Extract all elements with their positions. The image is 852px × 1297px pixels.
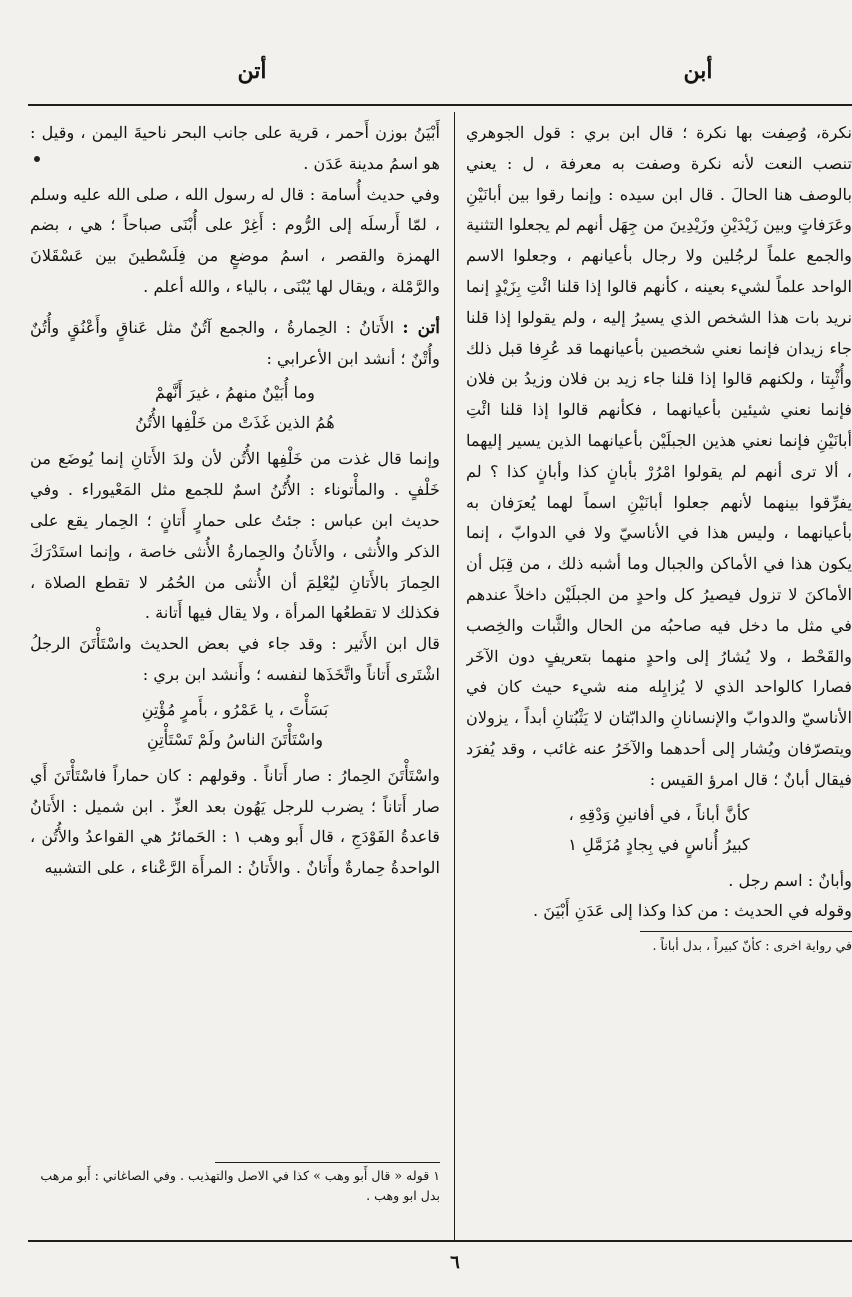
column-divider — [454, 112, 455, 1240]
right-column — [466, 118, 852, 1238]
left-verse-2 — [30, 695, 440, 755]
entry-headword: أتن : — [402, 317, 440, 338]
entry-text: الأَتانُ : الحِمارةُ ، والجمع آتُنٌ مثل عَناقٍ وأَعْنُقٍ وأُتُنٌ وأُتْنٌ ؛ أنشد ابن الأعرابي : — [30, 317, 440, 368]
right-paragraph: وقوله في الحديث : من كذا وكذا إلى عَدَنِ أَبْيَنَ . — [533, 901, 852, 921]
left-footnote: ١ قوله « قال أَبو وهب » كذا في الاصل والتهذيب . وفي الصاغاني : أَبو مرهب بدل ابو وهب . — [40, 1168, 440, 1203]
entry-paragraph — [30, 313, 440, 375]
verse-line: وما أُبَيْنٌ منهمُ ، غيرَ أَنَّهمْ — [155, 383, 315, 403]
left-paragraph: وفي حديث أُسامة : قال له رسول الله ، صلى الله عليه وسلم ، لمّا أَرسلَه إلى الرُّوم : أَغِرْ على أُبْنَى صباحاً ؛ هي ، بضم الهمزة والقصر ، اسمُ موضعٍ من فِلَسْطينَ بين عَسْقَلانَ والرَّمْلة ، ويقال لها يُبْنَى ، بالياء ، والله أعلم . — [30, 184, 440, 296]
header-left-word: أتن — [237, 58, 267, 84]
left-verse-1 — [30, 378, 440, 438]
left-paragraph: وإنما قال غذت من خَلْفِها الأُتُن لأن ولدَ الأَتانِ إنما يُوضَع من خَلْفٍ . والمأْتوناء : الأُتُنُ اسمٌ للجمع مثل المَعْيوراء . وفي حديث ابن عباس : جئتُ على حمارٍ أَتانٍ ؛ الحِمار يقع على الذكر والأُنثى ، والأَتانُ والحِمارةُ الأُنثى خاصة ، وإنما استَدْرَكَ الحِمارَ بالأَتانِ ليُعْلِمَ أن الأُنثى من الحُمُر لا تقطع الصلاة ، فكذلك لا تقطعُها المرأة ، ولا يقال فيها أَتانة . — [30, 449, 440, 623]
left-paragraph: واسْتَأْتَنَ الحِمارُ : صار أَتاناً . وقولهم : كان حماراً فاسْتَأْتَنَ أَي صار أَتاناً ؛ يضرب للرجل يَهُون بعد العزِّ . ابن شميل : الأَتانُ قاعدةُ الفَوْدَجِ ، قال أَبو وهب ١ : الحَمائرُ هي القواعدُ والأُتُن ، الواحدةُ حِمارةٌ وأَتانٌ . والأَتانُ : المرأَة الرَّعْناء ، على التشبيه — [30, 765, 440, 878]
right-paragraph: نكرة، وُصِفت بها نكرة ؛ قال ابن بري : قول الجوهري تنصب النعت لأنه نكرة وصفت به معرفة ، ل : يعني بالوصف هنا الحالَ . قال ابن سيده : وإنما رقوا بين أبانَيْنِ وعَرَفاتٍ وبين زَيْدَيْنِ وزَيْدِينَ من جِهَل أنهم لم يجعلوا التثنية والجمع علماً لرجُلين ولا رجال بأعيانهم ، وجعلوا الاسم الواحد علماً لشيء بعينه ، كأنهم قالوا إذا قلنا ائْتِ بِزَيْدٍ إنما نريد بات هذا الشخص الذي يسيرُ إليه ، ولم يقولوا إذا قلنا جاء زيدان فإنما نعني شخصين بأعيانهما قد عُرِفا قبل ذلك وأُثْبِتا ، ولكنهم قالوا إذا قلنا جاء زيد بن فلان وزيدُ بن فلان فإنما نعني شيئين بأعيانهما ، فكأنهم قالوا إذا قلنا ائْتِ أبانَيْنِ فإنما نعني هذين الجبلَيْن بأعيانهما الذين يسير إليهما ، ألا ترى أنهم لم يقولوا امْرُرْ بأبانٍ كذا وأبانٍ كذا ؟ لم يفرِّقوا بينهما لأنهم جعلوا أبانَيْنِ اسماً لهما يُعرَفان به بأعيانهما ، وليس هذا في الأناسيّ ولا في الدوابّ ، إنما يكون هذا في الأماكن والجبال وما أشبه ذلك ، من قِبَل أن الأماكنَ لا تزول فيصيرُ كل واحدٍ من الجبلَيْن داخلاً عندهم في مثل ما دخل فيه صاحبُه من الحال والثَّبات والخِصب والقَحْط ، ولا يُشارُ إلى واحدٍ منهما بتعريفٍ دون الآخَر فصارا كالواحد الذي لا يُزايِله منه شيء حيث كان في الأناسيّ والدوابّ والإنسانانِ والدابّتان لا يَثْبُتانِ أبداً ، يزولان ويتصرّفان ويُشار إلى أحدهما والآخَرُ عنه غائب ، وقد يُفرَد فيقال أبانٌ ؛ قال امرؤ القيس : — [466, 123, 852, 789]
verse-line: كأنَّ أباناً ، في أفانينِ وَدْقِهِ ، — [568, 804, 750, 824]
left-footnote-rule — [215, 1162, 440, 1163]
left-paragraph: قال ابن الأَثير : وقد جاء في بعض الحديث واسْتَأْتَنَ الرجلُ اشْتَرى أَتاناً واتَّخَذَها لنفسه ؛ وأَنشد ابن بري : — [30, 634, 440, 684]
left-paragraph: أَبْيَنُ بوزن أَحمر ، قرية على جانب البحر ناحيةَ اليمن ، وقيل : هو اسمُ مدينة عَدَن . — [30, 123, 440, 173]
header-rule — [28, 104, 852, 106]
verse-line: هُمُ الذين غَذَتْ من خَلْفِها الأُتُنُ — [135, 413, 335, 433]
footer-rule — [28, 1240, 852, 1242]
left-column — [30, 118, 440, 1158]
right-paragraph: وأبانٌ : اسم رجل . — [728, 870, 852, 890]
right-verse — [466, 800, 852, 860]
verse-line: كبيرُ أُناسٍ في بِجادٍ مُزَمَّلِ ١ — [568, 834, 750, 854]
header-right-word: أبن — [683, 58, 713, 84]
right-footnote: في رواية اخرى : كأنّ كبيراً ، بدل أباناً . — [640, 931, 852, 956]
verse-line: واسْتَأْتَنَ الناسُ ولَمْ تَسْتَأْتِنِ — [146, 729, 324, 749]
verse-line: بَسَأْتَ ، يا عَمْرُو ، بأَمرٍ مُؤْتِنِ — [141, 699, 329, 719]
page-number: ٦ — [450, 1252, 460, 1273]
